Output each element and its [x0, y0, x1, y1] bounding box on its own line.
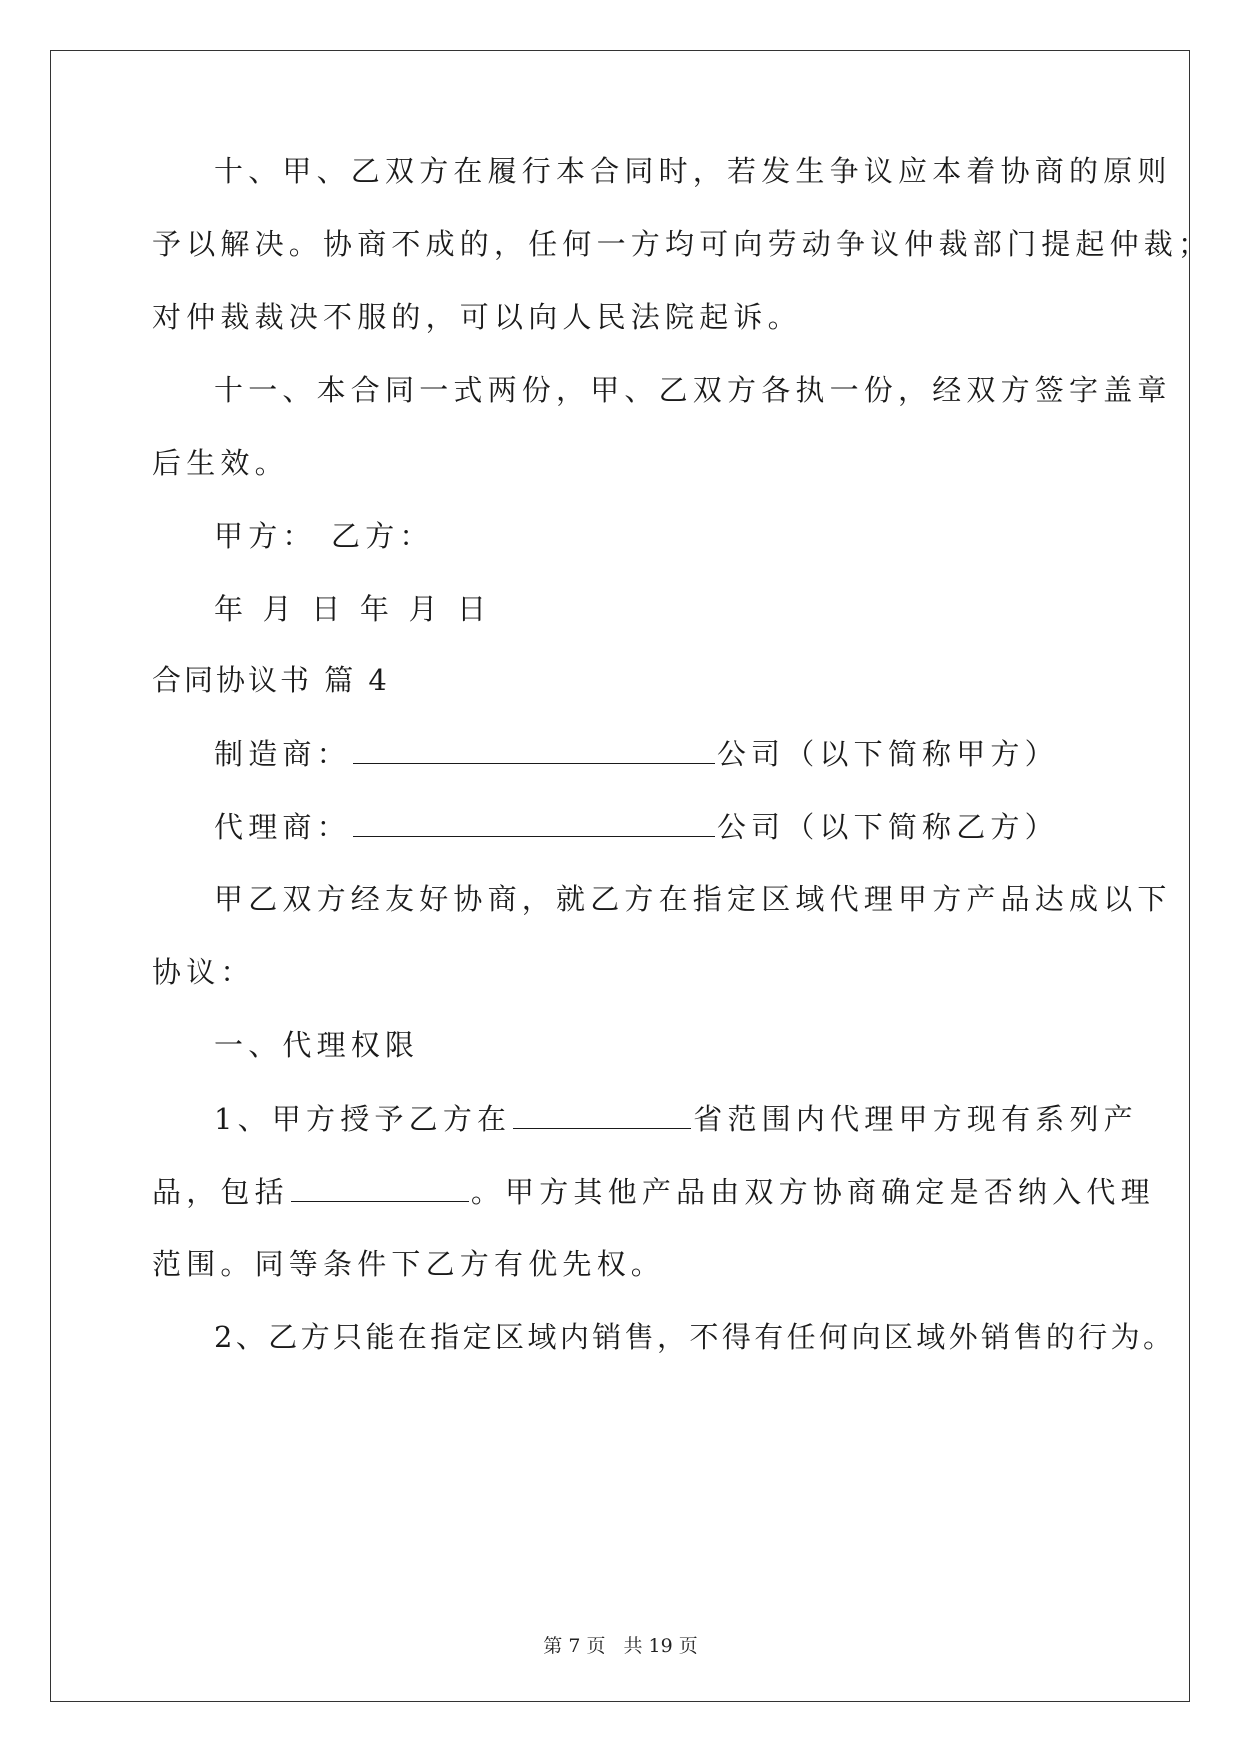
clause-1-1-line-2-suffix: 。甲方其他产品由双方协商确定是否纳入代理	[470, 1175, 1155, 1209]
clause-1-2: 2、乙方只能在指定区域内销售，不得有任何向区域外销售的行为。	[214, 1320, 1176, 1354]
page-number: 第 7 页	[543, 1635, 606, 1657]
clause-1-1-line-3: 范围。同等条件下乙方有优先权。	[152, 1247, 666, 1281]
manufacturer-label: 制造商：	[214, 737, 351, 771]
clause-1-1-prefix: 1、甲方授予乙方在	[214, 1102, 512, 1136]
agent-blank	[353, 806, 715, 837]
agent-label: 代理商：	[214, 810, 351, 844]
date-line: 年 月 日 年 月 日	[214, 592, 492, 626]
clause-1-title: 一、代理权限	[214, 1028, 420, 1062]
province-blank	[513, 1098, 691, 1129]
intro-line-1: 甲乙双方经友好协商，就乙方在指定区域代理甲方产品达成以下	[214, 882, 1172, 916]
page-total: 共 19 页	[623, 1635, 698, 1657]
clause-1-1-line-1	[214, 1098, 1138, 1139]
clause-11-line-1: 十一、本合同一式两份，甲、乙双方各执一份，经双方签字盖章	[214, 373, 1172, 407]
clause-11-line-2: 后生效。	[152, 446, 289, 480]
agent-line	[214, 806, 1059, 847]
clause-10-line-1: 十、甲、乙双方在履行本合同时，若发生争议应本着协商的原则	[214, 154, 1172, 188]
section-heading: 合同协议书 篇 4	[152, 663, 390, 697]
clause-1-1-suffix: 省范围内代理甲方现有系列产	[693, 1102, 1138, 1136]
agent-suffix: 公司（以下简称乙方）	[716, 810, 1059, 844]
intro-line-2: 协议：	[152, 955, 255, 989]
manufacturer-line	[214, 733, 1059, 774]
manufacturer-blank	[353, 733, 715, 764]
products-blank	[291, 1171, 469, 1202]
clause-1-1-line-2	[152, 1171, 1155, 1212]
clause-1-1-line-2-prefix: 品，包括	[152, 1175, 289, 1209]
signature-line: 甲方： 乙方：	[214, 519, 434, 553]
manufacturer-suffix: 公司（以下简称甲方）	[716, 737, 1059, 771]
page-footer	[0, 1631, 1241, 1658]
clause-10-line-2: 予以解决。协商不成的，任何一方均可向劳动争议仲裁部门提起仲裁；	[152, 227, 1213, 261]
clause-10-line-3: 对仲裁裁决不服的，可以向人民法院起诉。	[152, 300, 802, 334]
